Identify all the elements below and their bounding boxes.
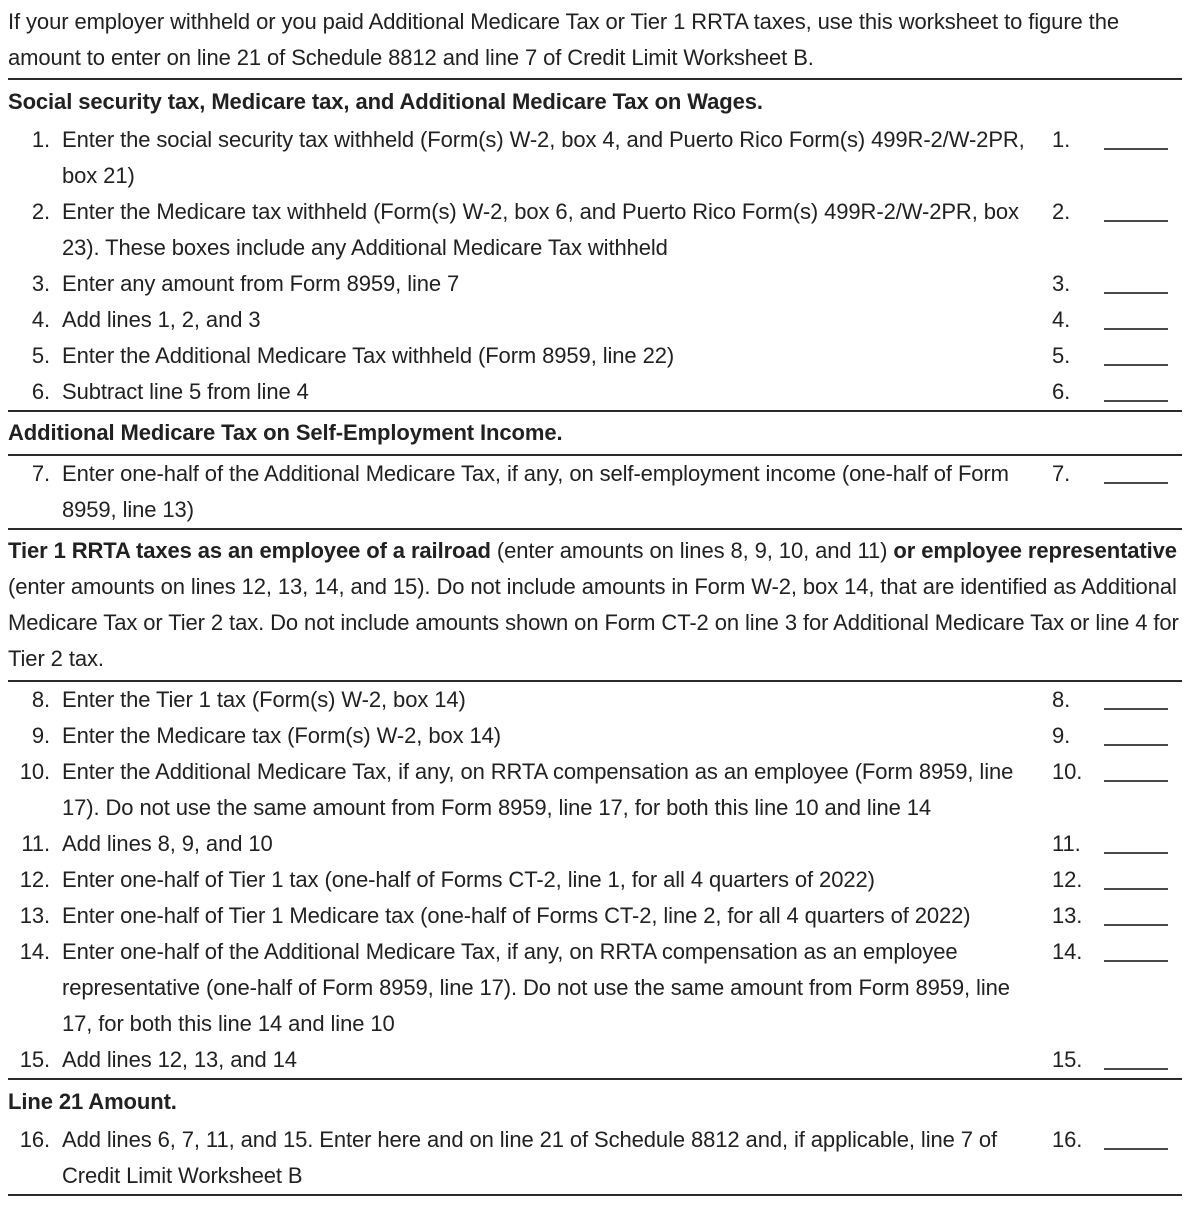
line-ref-number: 14. [1052, 939, 1083, 964]
amount-entry-blank [1104, 708, 1168, 710]
amount-entry-blank [1104, 960, 1168, 962]
line-ref-number: 4. [1052, 307, 1071, 332]
line-ref-number: 16. [1052, 1127, 1083, 1152]
worksheet-line-13 [8, 898, 1182, 934]
line-ref-number: 12. [1052, 867, 1083, 892]
rrta-header-bold-1: Tier 1 RRTA taxes as an employee of a railroad [8, 538, 491, 563]
line-ref-number: 10. [1052, 759, 1083, 784]
amount-entry-blank [1104, 780, 1168, 782]
line-ref-number: 5. [1052, 343, 1071, 368]
amount-entry-blank [1104, 744, 1168, 746]
worksheet-line-5 [8, 338, 1182, 374]
amount-blank-cell [1091, 194, 1172, 222]
worksheet-line-2 [8, 194, 1182, 266]
amount-entry-blank [1104, 292, 1168, 294]
line-text: Subtract line 5 from line 4 [62, 379, 309, 404]
line-text: Enter any amount from Form 8959, line 7 [62, 271, 460, 296]
worksheet-line-10 [8, 754, 1182, 826]
line-text: Enter the Medicare tax withheld (Form(s) W-2, box 6, and Puerto Rico Form(s) 499R-2/W-2PR, box 23). These boxes include any Additional Medicare Tax withheld [62, 199, 1019, 260]
worksheet-line-1 [8, 122, 1182, 194]
line-number: 4. [31, 307, 50, 332]
amount-blank-cell [1091, 338, 1172, 366]
line-number: 10. [19, 759, 50, 784]
amount-blank-cell [1091, 826, 1172, 854]
worksheet-line-6 [8, 374, 1182, 410]
divider-bottom [8, 1194, 1182, 1196]
line-number: 2. [31, 199, 50, 224]
amount-blank-cell [1091, 1122, 1172, 1150]
amount-blank-cell [1091, 1042, 1172, 1070]
amount-entry-blank [1104, 1068, 1168, 1070]
section-header-rrta [8, 530, 1182, 680]
line-number: 12. [19, 867, 50, 892]
line-number: 7. [31, 461, 50, 486]
rrta-header-bold-2: or employee representative [893, 538, 1177, 563]
line-text: Add lines 1, 2, and 3 [62, 307, 261, 332]
worksheet-line-14 [8, 934, 1182, 1042]
worksheet-line-7 [8, 456, 1182, 528]
worksheet-line-3 [8, 266, 1182, 302]
worksheet-line-9 [8, 718, 1182, 754]
amount-entry-blank [1104, 852, 1168, 854]
line-number: 9. [31, 723, 50, 748]
worksheet-line-12 [8, 862, 1182, 898]
line-text: Enter the Additional Medicare Tax withheld (Form 8959, line 22) [62, 343, 675, 368]
line-number: 13. [19, 903, 50, 928]
line-ref-number: 2. [1052, 199, 1071, 224]
line-text: Add lines 6, 7, 11, and 15. Enter here and on line 21 of Schedule 8812 and, if applicable, line 7 of Credit Limit Worksheet B [62, 1127, 998, 1188]
amount-entry-blank [1104, 220, 1168, 222]
rrta-header-regular-2: (enter amounts on lines 12, 13, 14, and 15). Do not include amounts in Form W-2, box 14, that are identified as Additional Medicare Tax or Tier 2 tax. Do not include amounts shown on Form CT-2 on line 3 for Additional Medicare Tax or line 4 for Tier 2 tax. [8, 574, 1179, 671]
amount-blank-cell [1091, 266, 1172, 294]
amount-blank-cell [1091, 122, 1172, 150]
line-ref-number: 8. [1052, 687, 1071, 712]
line-ref-number: 6. [1052, 379, 1071, 404]
amount-blank-cell [1091, 862, 1172, 890]
amount-entry-blank [1104, 328, 1168, 330]
line-number: 6. [31, 379, 50, 404]
amount-blank-cell [1091, 456, 1172, 484]
line-ref-number: 3. [1052, 271, 1071, 296]
worksheet-line-15 [8, 1042, 1182, 1078]
line-ref-number: 13. [1052, 903, 1083, 928]
line-ref-number: 9. [1052, 723, 1071, 748]
line-number: 8. [31, 687, 50, 712]
line-text: Add lines 12, 13, and 14 [62, 1047, 297, 1072]
amount-entry-blank [1104, 364, 1168, 366]
line-ref-number: 11. [1052, 831, 1081, 856]
worksheet-line-16 [8, 1122, 1182, 1194]
amount-entry-blank [1104, 482, 1168, 484]
amount-blank-cell [1091, 934, 1172, 962]
line-number: 14. [19, 939, 50, 964]
line-text: Enter the social security tax withheld (Form(s) W-2, box 4, and Puerto Rico Form(s) 499R-2/W-2PR, box 21) [62, 127, 1025, 188]
section-header-self-employment: Additional Medicare Tax on Self-Employment Income. [8, 420, 563, 445]
line-number: 16. [19, 1127, 50, 1152]
amount-entry-blank [1104, 1148, 1168, 1150]
amount-blank-cell [1091, 682, 1172, 710]
amount-entry-blank [1104, 924, 1168, 926]
line-text: Add lines 8, 9, and 10 [62, 831, 273, 856]
line-ref-number: 1. [1052, 127, 1071, 152]
amount-blank-cell [1091, 302, 1172, 330]
line-text: Enter one-half of the Additional Medicare Tax, if any, on self-employment income (one-half of Form 8959, line 13) [62, 461, 1009, 522]
line-text: Enter the Tier 1 tax (Form(s) W-2, box 14) [62, 687, 466, 712]
amount-entry-blank [1104, 148, 1168, 150]
line-number: 15. [19, 1047, 50, 1072]
amount-blank-cell [1091, 898, 1172, 926]
line-number: 5. [31, 343, 50, 368]
amount-entry-blank [1104, 400, 1168, 402]
line-text: Enter the Additional Medicare Tax, if any, on RRTA compensation as an employee (Form 8959, line 17). Do not use the same amount from Form 8959, line 17, for both this line 10 and line 14 [62, 759, 1014, 820]
line-number: 1. [31, 127, 50, 152]
amount-entry-blank [1104, 888, 1168, 890]
line-text: Enter one-half of the Additional Medicare Tax, if any, on RRTA compensation as an employee representative (one-half of Form 8959, line 17). Do not use the same amount from Form 8959, line 17, for both this line 14 and line 10 [62, 939, 1010, 1036]
amount-blank-cell [1091, 374, 1172, 402]
worksheet-line-11 [8, 826, 1182, 862]
worksheet-line-4 [8, 302, 1182, 338]
line-number: 11. [21, 831, 50, 856]
section-header-wages: Social security tax, Medicare tax, and Additional Medicare Tax on Wages. [8, 89, 763, 114]
worksheet-line-8 [8, 682, 1182, 718]
line-text: Enter one-half of Tier 1 Medicare tax (one-half of Forms CT-2, line 2, for all 4 quarters of 2022) [62, 903, 971, 928]
line-text: Enter the Medicare tax (Form(s) W-2, box 14) [62, 723, 501, 748]
line-ref-number: 15. [1052, 1047, 1083, 1072]
line-ref-number: 7. [1052, 461, 1071, 486]
line-text: Enter one-half of Tier 1 tax (one-half of Forms CT-2, line 1, for all 4 quarters of 2022) [62, 867, 875, 892]
amount-blank-cell [1091, 754, 1172, 782]
intro-paragraph: If your employer withheld or you paid Additional Medicare Tax or Tier 1 RRTA taxes, use this worksheet to figure the amount to enter on line 21 of Schedule 8812 and line 7 of Credit Limit Worksheet B. [8, 9, 1119, 70]
amount-blank-cell [1091, 718, 1172, 746]
rrta-header-regular-1: (enter amounts on lines 8, 9, 10, and 11) [490, 538, 894, 563]
section-header-line21: Line 21 Amount. [8, 1089, 177, 1114]
line-number: 3. [31, 271, 50, 296]
